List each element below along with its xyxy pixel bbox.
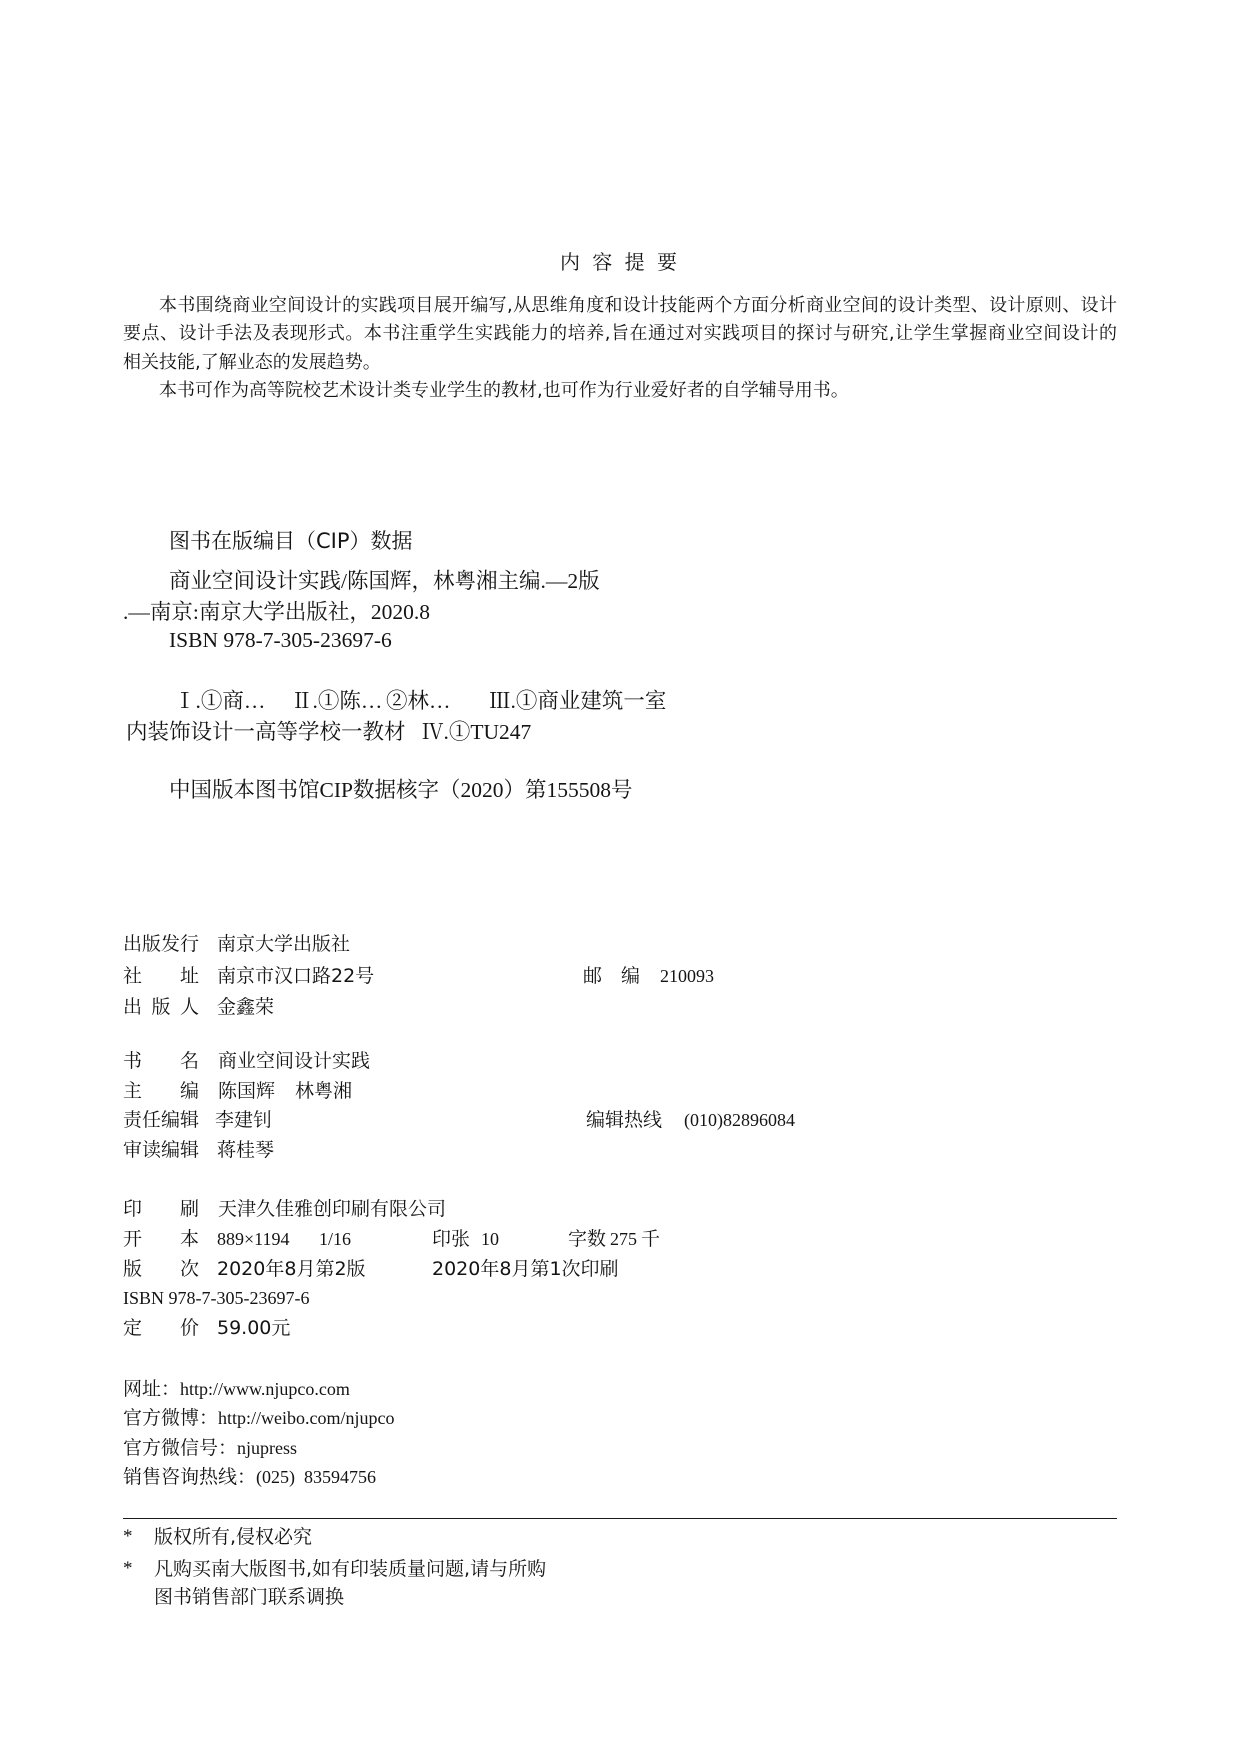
edition-row [0,1256,1240,1282]
postcode-label: 邮 编 [583,965,641,987]
notice-text: 凡购买南大版图书,如有印装质量问题,请与所购 [154,1558,547,1580]
review-editor-row [0,1137,1240,1163]
address-value: 南京市汉口路22号 [217,965,375,987]
summary-line: 要点、设计手法及表现形式。本书注重学生实践能力的培养,旨在通过对实践项目的探讨与研究,让学生掌握商业空间设计的 [123,323,1117,344]
notice-asterisk: * [123,1526,133,1547]
notice-item-continued [0,1584,1240,1610]
cip-record-number: 中国版本图书馆CIP数据核字（2020）第155508号 [169,778,633,802]
sales-hotline-label: 销售咨询热线： [123,1466,257,1488]
responsible-editor-row [0,1107,1240,1133]
responsible-editor-label: 责任编辑 [123,1109,200,1131]
format-label: 开 本 [123,1228,200,1250]
website-row [123,1376,350,1402]
website-label: 网址： [123,1378,181,1400]
format-fold: 1/16 [319,1229,352,1249]
printing-value: 2020年8月第1次印刷 [432,1258,619,1280]
cip-subject: 内装饰设计一高等学校一教材 [126,720,406,744]
printer-row [0,1196,1240,1222]
address-label: 社 址 [123,965,200,987]
word-count-label: 字数 [568,1228,607,1250]
chief-editor-name: 陈国辉 [218,1080,276,1102]
edition-label: 版 次 [123,1258,200,1280]
cip-subject: ②林… [386,689,451,713]
printer-label: 印 刷 [123,1198,200,1220]
editor-hotline-value: (010)82896084 [684,1110,795,1130]
cip-subject: Ⅰ.①商… [174,689,266,713]
cip-title-line: 商业空间设计实践/陈国辉，林粤湘主编.—2版 [169,569,600,593]
wechat-row [123,1435,297,1461]
wechat-value: njupress [237,1438,298,1458]
publisher-value: 南京大学出版社 [217,933,351,955]
publisher-label: 出版发行 [123,933,200,955]
notice-text: 版权所有,侵权必究 [154,1526,313,1548]
format-row [0,1226,1240,1252]
printer-value: 天津久佳雅创印刷有限公司 [218,1198,447,1220]
separator-rule [123,1518,1117,1519]
summary-title: 内 容 提 要 [559,250,681,274]
publisher-person-label: 出 版 人 [123,996,199,1018]
weibo-label: 官方微博： [123,1407,219,1429]
publisher-person-value: 金鑫荣 [217,996,275,1018]
summary-line: 本书可作为高等院校艺术设计类专业学生的教材,也可作为行业爱好者的自学辅导用书。 [159,380,849,401]
price-row [0,1315,1240,1341]
review-editor-label: 审读编辑 [123,1139,200,1161]
cip-subject: Ⅲ.①商业建筑一室 [489,689,667,713]
word-count-value: 275 [610,1229,637,1249]
cip-isbn: ISBN 978-7-305-23697-6 [169,628,392,652]
wechat-label: 官方微信号： [123,1437,238,1459]
cip-heading: 图书在版编目（CIP）数据 [169,529,413,553]
review-editor-value: 蒋桂琴 [217,1139,275,1161]
responsible-editor-value: 李建钊 [215,1109,273,1131]
editor-hotline-label: 编辑热线 [586,1109,663,1131]
isbn-row [0,1285,1240,1311]
chief-editors-label: 主 编 [123,1080,200,1102]
book-title-label: 书 名 [123,1050,200,1072]
cip-imprint-line: .—南京:南京大学出版社，2020.8 [123,600,430,624]
cip-subject: Ⅱ.①陈… [291,689,383,713]
weibo-row [123,1405,395,1431]
book-title-value: 商业空间设计实践 [218,1050,371,1072]
weibo-value: http://weibo.com/njupco [218,1408,395,1428]
notice-item [0,1524,1240,1550]
edition-value: 2020年8月第2版 [217,1258,366,1280]
notice-item [0,1556,1240,1582]
price-value: 59.00元 [217,1317,291,1339]
price-label: 定 价 [123,1317,200,1339]
summary-line: 本书围绕商业空间设计的实践项目展开编写,从思维角度和设计技能两个方面分析商业空间的设计类型、设计原则、设计 [159,295,1117,316]
sheets-label: 印张 [432,1228,471,1250]
format-size: 889×1194 [217,1229,290,1249]
summary-line: 相关技能,了解业态的发展趋势。 [123,352,381,373]
sheets-value: 10 [481,1229,499,1249]
postcode-value: 210093 [660,966,714,986]
cip-subject: Ⅳ.①TU247 [422,720,532,744]
notice-asterisk: * [123,1558,133,1579]
publisher-row [0,931,1240,957]
address-row [0,963,1240,989]
chief-editor-name: 林粤湘 [295,1080,353,1102]
publisher-person-row [0,994,1240,1020]
word-count-unit: 千 [641,1228,661,1250]
chief-editors-row [0,1078,1240,1104]
book-title-row [0,1048,1240,1074]
sales-hotline-value: (025) 83594756 [256,1467,377,1487]
sales-hotline-row [123,1464,376,1490]
website-value: http://www.njupco.com [180,1379,350,1399]
notice-text: 图书销售部门联系调换 [154,1586,345,1608]
isbn-value: ISBN 978-7-305-23697-6 [123,1288,310,1308]
